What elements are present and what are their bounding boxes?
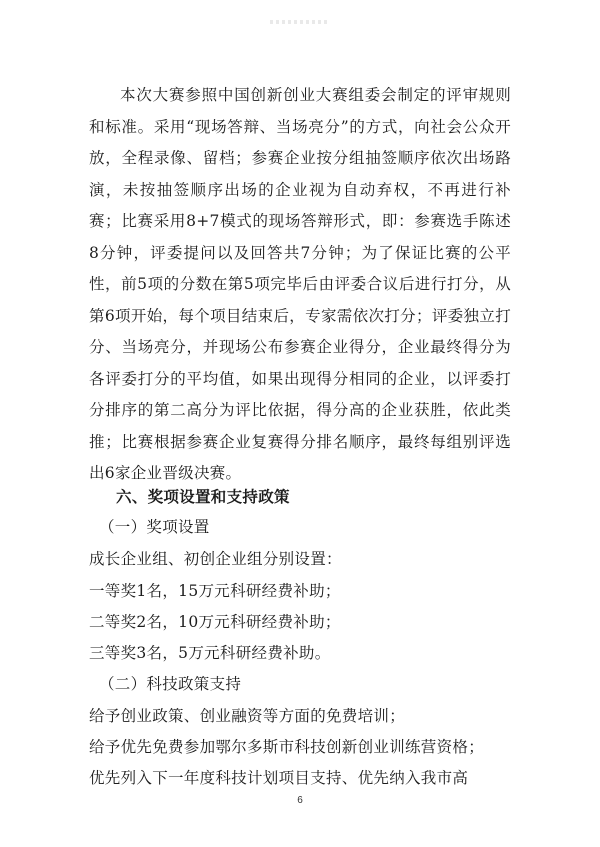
subsection-heading-support: （二）科技政策支持 [99, 675, 242, 693]
body-paragraph: 本次大赛参照中国创新创业大赛组委会制定的评审规则和标准。采用“现场答辩、当场亮分”的方式，向社会公众开放，全程录像、留档；参赛企业按分组抽签顺序依次出场路演，未按抽签顺序出场的企业视为自动弃权，不再进行补赛；比赛采用8+7模式的现场答辩形式，即：参赛选手陈述8分钟，评委提问以及回答共7分钟；为了保证比赛的公平性，前5项的分数在第5项完毕后由评委合议后进行打分，从第6项开始，每个项目结束后，专家需依次打分；评委独立打分、当场亮分，并现场公布参赛企业得分，企业最终得分为各评委打分的平均值，如果出现得分相同的企业，以评委打分排序的第二高分为评比依据，得分高的企业获胜，依此类推；比赛根据参赛企业复赛得分排名顺序，最终每组别评选出6家企业晋级决赛。 [89, 86, 511, 482]
section-heading: 六、奖项设置和支持政策 [116, 487, 290, 506]
award-second: 二等奖2名，10万元科研经费补助； [89, 613, 341, 631]
scan-artifact [270, 20, 330, 24]
award-first: 一等奖1名，15万元科研经费补助； [89, 582, 341, 600]
support-camp: 给予优先免费参加鄂尔多斯市科技创新创业训练营资格； [89, 738, 485, 756]
groups-line: 成长企业组、初创企业组分别设置： [89, 550, 342, 568]
award-third: 三等奖3名，5万元科研经费补助。 [89, 644, 331, 662]
page-number: 6 [297, 795, 303, 806]
support-plan: 优先列入下一年度科技计划项目支持、优先纳入我市高 [89, 769, 469, 787]
support-training: 给予创业政策、创业融资等方面的免费培训； [89, 707, 406, 725]
subsection-heading-awards: （一）奖项设置 [99, 518, 210, 536]
